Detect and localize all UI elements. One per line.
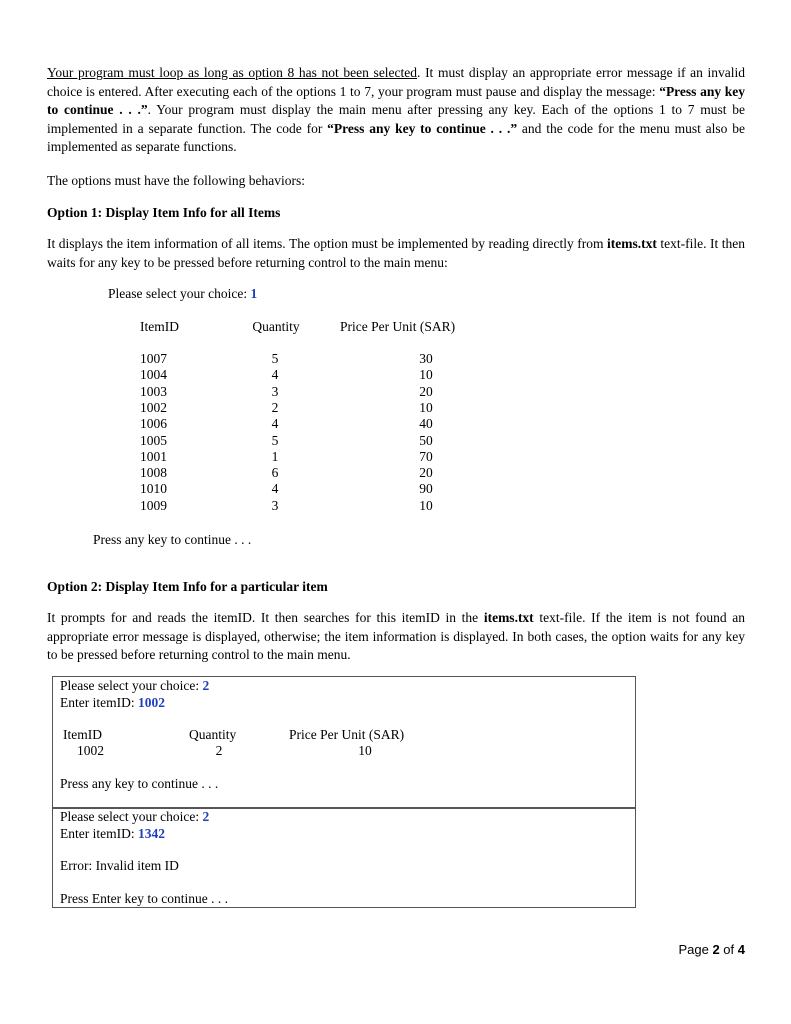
option1-heading: Option 1: Display Item Info for all Items <box>47 205 281 220</box>
option1-row-quantity: 1 <box>271 448 279 464</box>
option1-row-price: 90 <box>419 481 433 497</box>
option1-row-price: 30 <box>419 351 433 366</box>
box2-continue: Press Enter key to continue . . . <box>60 891 228 906</box>
option1-row-itemid: 1005 <box>140 432 167 448</box>
option1-row-itemid: 1009 <box>140 497 167 513</box>
box2-prompt-label: Please select your choice: <box>60 809 203 824</box>
option1-row-itemid: 1002 <box>140 399 167 415</box>
option1-description <box>47 235 745 272</box>
option1-row-itemid: 1004 <box>140 367 167 383</box>
option1-header-quantity: Quantity <box>252 319 300 334</box>
box1-enter-itemid <box>60 695 165 712</box>
box1-header-quantity: Quantity <box>189 727 237 742</box>
option1-row-quantity: 5 <box>271 432 279 448</box>
intro-bold-2: “Press any key to continue . . .” <box>327 120 518 136</box>
option2-example-found <box>52 676 636 809</box>
option1-row-quantity: 4 <box>271 416 279 432</box>
box2-error-message: Error: Invalid item ID <box>60 858 179 873</box>
option1-row-quantity: 5 <box>271 351 279 366</box>
option2-file-name: items.txt <box>483 610 534 625</box>
behaviors-line: The options must have the following behaviors: <box>47 173 305 188</box>
option1-row-quantity: 3 <box>271 497 279 513</box>
box1-continue: Press any key to continue . . . <box>60 776 219 791</box>
option1-row-quantity: 4 <box>271 367 279 383</box>
option1-row-quantity: 6 <box>271 465 279 481</box>
option1-row-price: 10 <box>419 497 433 513</box>
intro-text-3: and the code for the menu must also be implemented as separate functions. <box>47 120 745 154</box>
option1-header-itemid: ItemID <box>140 319 179 334</box>
option1-row-itemid: 1003 <box>140 383 167 399</box>
option1-row-itemid: 1006 <box>140 416 167 432</box>
page-current: 2 <box>712 942 720 957</box>
option1-row-itemid: 1001 <box>140 448 167 464</box>
option1-row-price: 10 <box>419 367 433 383</box>
box2-choice-value: 2 <box>202 809 210 824</box>
option1-row-price: 50 <box>419 432 433 448</box>
box2-enter-value: 1342 <box>137 826 165 841</box>
option1-row-price: 20 <box>419 383 433 399</box>
box1-choice-value: 2 <box>202 678 210 693</box>
box1-prompt <box>60 678 209 695</box>
option2-desc-a: It prompts for and reads the itemID. It then searches for this itemID in the <box>47 610 484 625</box>
page-of: of <box>719 942 738 957</box>
intro-paragraph <box>47 64 745 157</box>
option1-header-price: Price Per Unit (SAR) <box>340 319 456 334</box>
box1-header-price: Price Per Unit (SAR) <box>289 727 405 742</box>
option1-row-price: 40 <box>419 416 433 432</box>
option1-row-price: 20 <box>419 465 433 481</box>
box2-enter-itemid <box>60 826 165 843</box>
option1-row-price: 10 <box>419 399 433 415</box>
box2-enter-label: Enter itemID: <box>60 826 138 841</box>
option1-file-name: items.txt <box>607 236 657 251</box>
box1-row-price: 10 <box>358 743 372 758</box>
page-prefix: Page <box>678 942 713 957</box>
box1-row-quantity: 2 <box>215 743 223 758</box>
option1-desc-a: It displays the item information of all items. The option must be implemented by reading directly from <box>47 236 607 251</box>
intro-text-2: . Your program must display the main menu after pressing any key. Each of the options 1 to 7 must be implemented in a separate function. The code for <box>47 102 745 136</box>
option1-choice-value: 1 <box>250 286 258 301</box>
option2-desc-b: text-file. If the item is not found an appropriate error message is displayed, otherwise; the item information is displayed. In both cases, the option waits for any key to be pressed before returning control to the main menu. <box>47 610 745 662</box>
option1-row-itemid: 1008 <box>140 465 167 481</box>
box2-prompt <box>60 809 209 826</box>
box1-row-itemid: 1002 <box>77 743 104 758</box>
option1-row-quantity: 4 <box>271 481 279 497</box>
option2-example-error <box>52 807 636 908</box>
box1-enter-value: 1002 <box>137 695 165 710</box>
option1-prompt-label: Please select your choice: <box>108 286 251 301</box>
option1-row-quantity: 2 <box>271 399 279 415</box>
intro-underlined: Your program must loop as long as option 8 has not been selected <box>47 65 418 80</box>
page-total: 4 <box>737 942 745 957</box>
page-number <box>678 942 745 957</box>
option1-row-price: 70 <box>419 448 433 464</box>
option1-continue: Press any key to continue . . . <box>93 532 252 547</box>
box1-header-itemid: ItemID <box>63 727 102 742</box>
option1-row-itemid: 1010 <box>140 481 167 497</box>
option1-desc-b: text-file. It then waits for any key to be pressed before returning control to the main menu: <box>47 236 745 270</box>
option2-heading: Option 2: Display Item Info for a particular item <box>47 579 328 594</box>
box1-prompt-label: Please select your choice: <box>60 678 203 693</box>
box1-enter-label: Enter itemID: <box>60 695 138 710</box>
option2-description <box>47 609 745 665</box>
intro-bold-1: “Press any key to continue . . .” <box>47 83 745 117</box>
intro-text-1: . It must display an appropriate error message if an invalid choice is entered. After executing each of the options 1 to 7, your program must pause and display the message: <box>47 65 745 99</box>
option1-row-itemid: 1007 <box>140 351 167 366</box>
option1-prompt <box>108 286 257 303</box>
option1-row-quantity: 3 <box>271 383 279 399</box>
